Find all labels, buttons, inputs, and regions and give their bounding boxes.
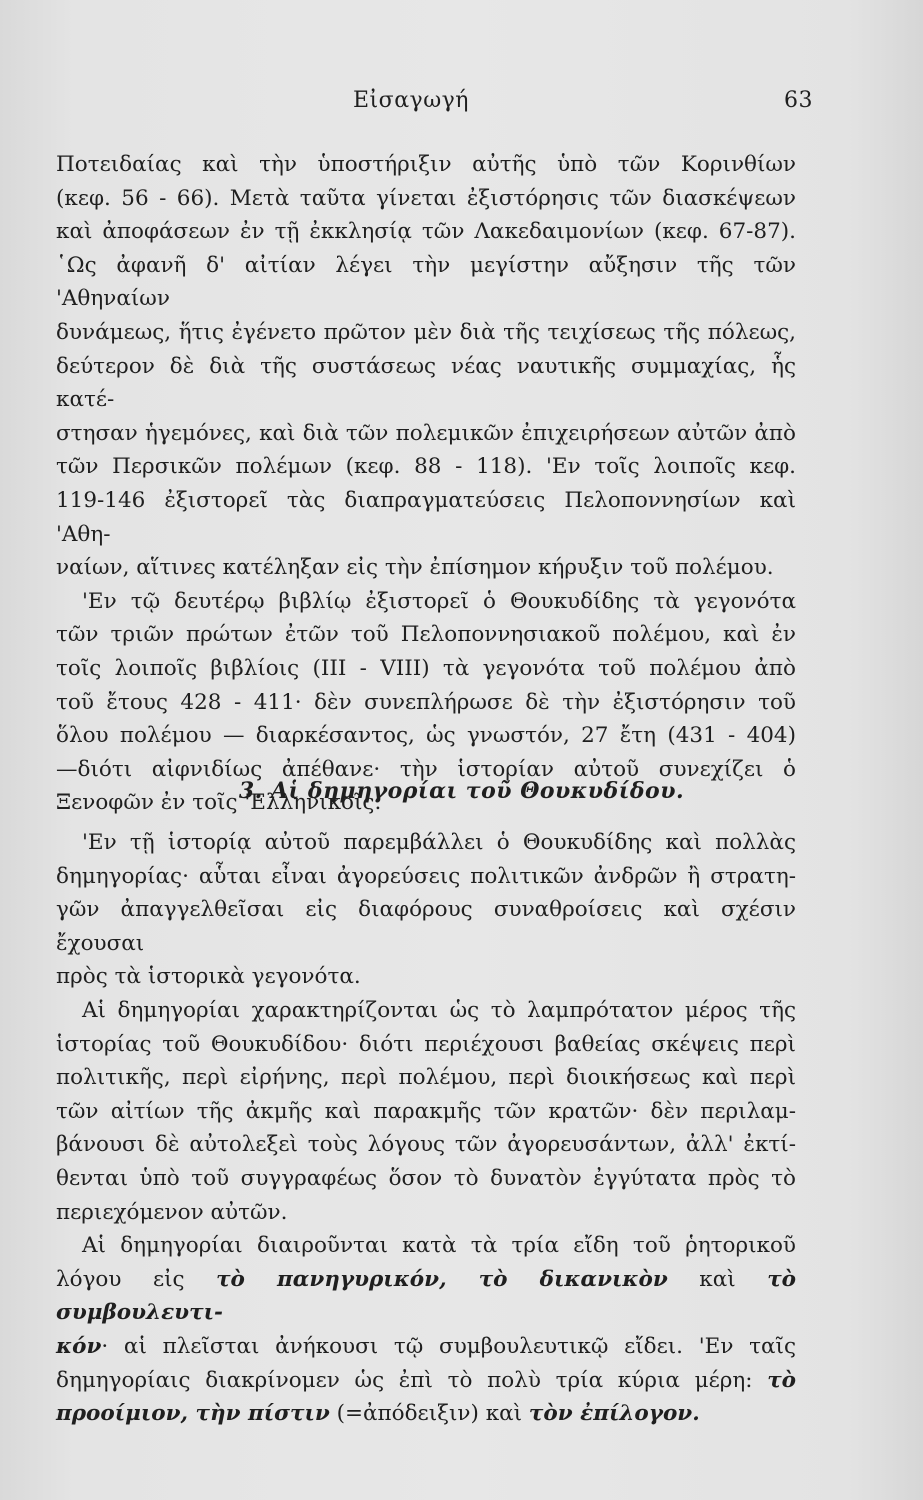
- text-line: δυνάμεως, ἥτις ἐγένετο πρῶτον μὲν διὰ τῆς τειχίσεως τῆς πόλεως,: [56, 319, 796, 345]
- text-line: πρὸς τὰ ἱστορικὰ γεγονότα.: [56, 964, 361, 990]
- text-line: 119-146 ἐξιστορεῖ τὰς διαπραγματεύσεις Πελοποννησίων καὶ 'Αθη-: [56, 487, 796, 547]
- text-line: ἱστορίας τοῦ Θουκυδίδου· διότι περιέχουσι βαθείας σκέψεις περὶ: [56, 1031, 796, 1057]
- text-run: δημηγορίαις διακρίνομεν ὡς ἐπὶ τὸ πολὺ τρία κύρια μέρη:: [56, 1367, 768, 1393]
- text-line: (κεφ. 56 - 66). Μετὰ ταῦτα γίνεται ἐξιστόρησις τῶν διασκέψεων: [56, 185, 796, 211]
- text-line: Αἱ δημηγορίαι χαρακτηρίζονται ὡς τὸ λαμπρότατον μέρος τῆς: [82, 997, 796, 1023]
- text-line: δεύτερον δὲ διὰ τῆς συστάσεως νέας ναυτικῆς συμμαχίας, ἧς κατέ-: [56, 353, 796, 413]
- text-line: [56, 1397, 796, 1431]
- text-line: ὅλου πολέμου — διαρκέσαντος, ὡς γνωστόν, 27 ἔτη (431 - 404): [56, 723, 796, 749]
- text-line: [56, 1263, 796, 1330]
- text-line: στησαν ἡγεμόνες, καὶ διὰ τῶν πολεμικῶν ἐπιχειρήσεων αὐτῶν ἀπὸ: [56, 420, 796, 446]
- emphasis-term: τὸ πανηγυρικόν, τὸ δικανικὸν: [216, 1266, 668, 1292]
- text-line: πολιτικῆς, περὶ εἰρήνης, περὶ πολέμου, περὶ διοικήσεως καὶ περὶ: [56, 1065, 796, 1091]
- text-line: Αἱ δημηγορίαι διαιροῦνται κατὰ τὰ τρία εἴδη τοῦ ῥητορικοῦ: [82, 1233, 796, 1259]
- text-line: ῾Ως ἀφανῆ δ' αἰτίαν λέγει τὴν μεγίστην αὔξησιν τῆς τῶν 'Αθηναίων: [56, 252, 796, 312]
- text-line: βάνουσι δὲ αὐτολεξεὶ τοὺς λόγους τῶν ἀγορευσάντων, ἀλλ' ἐκτί-: [56, 1132, 796, 1158]
- text-line: γῶν ἀπαγγελθεῖσαι εἰς διαφόρους συναθροίσεις καὶ σχέσιν ἔχουσαι: [56, 897, 796, 956]
- text-line: δημηγορίας· αὗται εἶναι ἀγορεύσεις πολιτικῶν ἀνδρῶν ἢ στρατη-: [56, 863, 796, 889]
- text-line: τοῖς λοιποῖς βιβλίοις (III - VIII) τὰ γεγονότα τοῦ πολέμου ἀπὸ: [56, 655, 796, 681]
- text-line: —διότι αἰφνιδίως ἀπέθανε· τὴν ἱστορίαν αὐτοῦ συνεχίζει ὁ: [56, 756, 796, 782]
- text-line: [56, 1364, 796, 1398]
- running-title: Εἰσαγωγή: [353, 88, 469, 113]
- text-line: Ξενοφῶν ἐν τοῖς 'Ελληνικοῖς.: [56, 790, 382, 816]
- text-line: Ποτειδαίας καὶ τὴν ὑποστήριξιν αὐτῆς ὑπὸ τῶν Κορινθίων: [56, 152, 796, 177]
- emphasis-term: κόν: [56, 1333, 102, 1359]
- text-line: 'Εν τῇ ἱστορίᾳ αὐτοῦ παρεμβάλλει ὁ Θουκυδίδης καὶ πολλὰς: [82, 830, 796, 855]
- text-run: λόγου εἰς: [56, 1266, 217, 1292]
- text-line: θενται ὑπὸ τοῦ συγγραφέως ὅσον τὸ δυνατὸν ἐγγύτατα πρὸς τὸ: [56, 1165, 796, 1191]
- text-run: (=ἀπόδειξιν) καὶ: [329, 1401, 529, 1427]
- emphasis-term: τὸ συμβουλευτι-: [56, 1266, 797, 1326]
- text-line: ναίων, αἵτινες κατέληξαν εἰς τὴν ἐπίσημον κήρυξιν τοῦ πολέμου.: [56, 555, 774, 581]
- section-heading: 3. Αἱ δημηγορίαι τοῦ Θουκυδίδου.: [238, 778, 685, 804]
- text-run: καὶ: [667, 1266, 768, 1292]
- text-line: καὶ ἀποφάσεων ἐν τῇ ἐκκλησίᾳ τῶν Λακεδαιμονίων (κεφ. 67-87).: [56, 219, 796, 245]
- text-line: τῶν Περσικῶν πολέμων (κεφ. 88 - 118). 'Εν τοῖς λοιποῖς κεφ.: [56, 454, 796, 480]
- text-line: περιεχόμενον αὐτῶν.: [56, 1199, 288, 1225]
- text-block-lower: [56, 826, 796, 1431]
- text-line: τῶν αἰτίων τῆς ἀκμῆς καὶ παρακμῆς τῶν κρατῶν· δὲν περιλαμ-: [56, 1098, 796, 1124]
- emphasis-term: τὸ: [767, 1367, 796, 1393]
- page-number: 63: [784, 88, 813, 113]
- text-run: · αἱ πλεῖσται ἀνήκουσι τῷ συμβουλευτικῷ εἴδει. 'Εν ταῖς: [101, 1333, 796, 1359]
- text-block-upper: [56, 148, 796, 820]
- text-line: [56, 1330, 796, 1364]
- text-line: 'Εν τῷ δευτέρῳ βιβλίῳ ἐξιστορεῖ ὁ Θουκυδίδης τὰ γεγονότα: [82, 588, 796, 614]
- emphasis-term: προοίμιον, τὴν πίστιν: [56, 1401, 330, 1427]
- emphasis-term: τὸν ἐπίλογον.: [528, 1401, 700, 1427]
- text-line: τοῦ ἔτους 428 - 411· δὲν συνεπλήρωσε δὲ τὴν ἐξιστόρησιν τοῦ: [56, 689, 796, 715]
- text-line: τῶν τριῶν πρώτων ἐτῶν τοῦ Πελοποννησιακοῦ πολέμου, καὶ ἐν: [56, 622, 796, 648]
